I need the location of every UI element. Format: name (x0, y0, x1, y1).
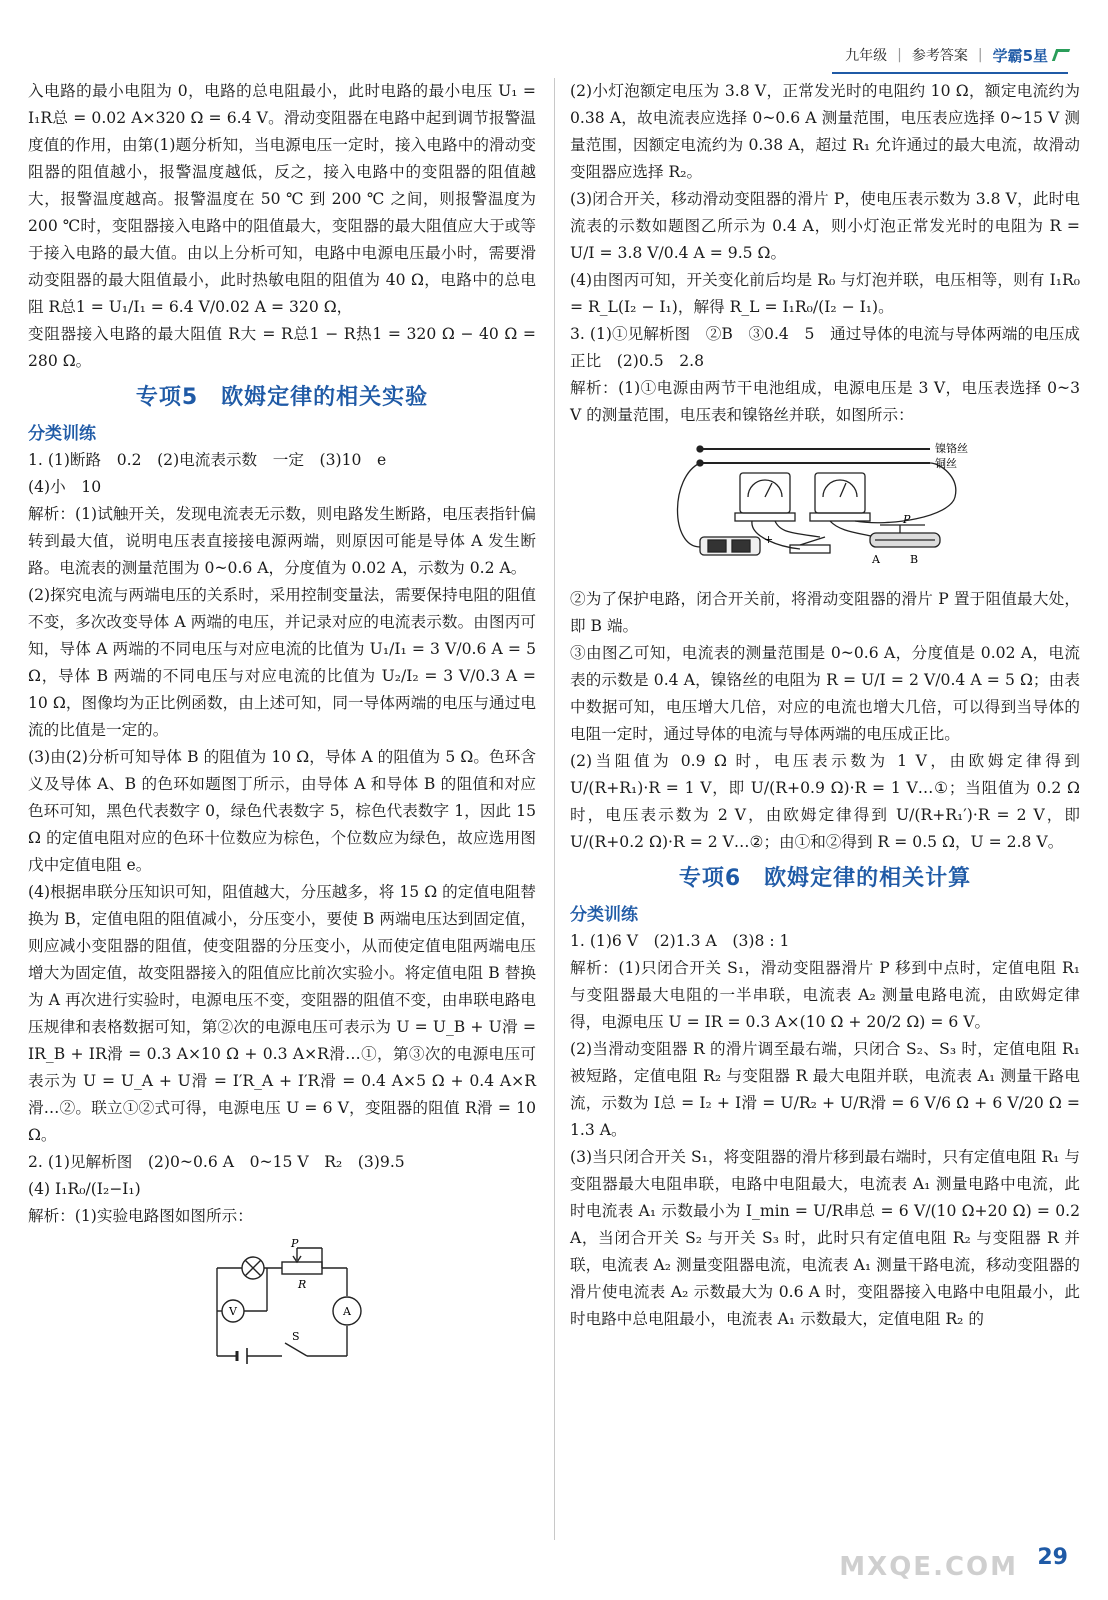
left-column (28, 78, 536, 1387)
section-5-subhead: 分类训练 (28, 424, 96, 444)
page-header (845, 42, 1068, 68)
section-6-title: 专项6 欧姆定律的相关计算 (678, 866, 972, 891)
header-separator: | (977, 47, 983, 63)
paragraph: 解析：(1)只闭合开关 S₁，滑动变阻器滑片 P 移到中点时，定值电阻 R₁ 与变阻器最大电阻的一半串联，电流表 A₂ 测量电路电流，由欧姆定律得，电源电压 U = IR = 0.3 A×(10 Ω + 20/2 Ω) = 6 V。 (570, 959, 1080, 1031)
header-answers-label: 参考答案 (911, 48, 968, 64)
label-p: P (903, 513, 911, 526)
label-copper: 铜丝 (935, 457, 957, 470)
paragraph: (2)探究电流与两端电压的关系时，采用控制变量法，需要保持电阻的阻值不变，多次改变导体 A 两端的电压，并记录对应的电流表示数。由图丙可知，导体 A 两端的不同电压与对应电流的比值为 U₁/I₁ = 3 V/0.6 A = 5 Ω，导体 B 两端的不同电压与对应电流的比值为 U₂/I₂ = 3 V/0.3 A = 10 Ω，图像均为正比例函数，由上述可知，同一导体两端的电压与通过电流的比值是一定的。 (28, 586, 536, 739)
label-s: S (292, 1330, 300, 1343)
section-6-subhead: 分类训练 (570, 905, 638, 925)
answer-line: 2. (1)见解析图 (2)0~0.6 A 0~15 V R₂ (3)9.5 (28, 1153, 405, 1171)
header-grade: 九年级 (845, 48, 888, 64)
paragraph: 解析：(1)实验电路图如图所示： (28, 1207, 253, 1225)
label-p: P (291, 1238, 299, 1250)
header-rule (832, 72, 1068, 74)
paragraph: 变阻器接入电路的最大阻值 R大 = R总1 − R热1 = 320 Ω − 40 Ω = 280 Ω。 (28, 325, 536, 370)
label-a: A (343, 1305, 351, 1318)
paragraph: (2)小灯泡额定电压为 3.8 V，正常发光时的电阻约 10 Ω，额定电流约为 0.38 A，故电流表应选择 0~0.6 A 测量范围，电压表应选择 0~15 V 测量范围，因额定电流约为 0.38 A，超过 R₁ 允许通过的最大电流，故滑动变阻器应选择 R₂。 (570, 82, 1080, 181)
watermark: MXQE.COM (839, 1552, 1018, 1582)
paragraph: 入电路的最小电阻为 0，电路的总电阻最小，此时电路的最小电压 U₁ = I₁R总 = 0.02 A×320 Ω = 6.4 V。滑动变阻器在电路中起到调节报警温度值的作用，由第(1)题分析知，当电源电压一定时，接入电路中的滑动变阻器的阻值越小，报警温度越低，反之，接入电路中的变阻器的阻值越大，报警温度越高。报警温度在 50 ℃ 到 200 ℃ 之间，则报警温度为 200 ℃时，变阻器接入电路中的阻值最大，变阻器的最大阻值应大于或等于接入电路的最大值。由以上分析可知，电路中电源电压最小时，需要滑动变阻器的最大阻值最小，此时热敏电阻的阻值为 40 Ω，电路中的总电阻 R总1 = U₁/I₁ = 6.4 V/0.02 A = 320 Ω， (28, 82, 536, 316)
label-v: V (229, 1305, 237, 1318)
paragraph: (2)当滑动变阻器 R 的滑片调至最右端，只闭合 S₂、S₃ 时，定值电阻 R₁ 被短路，定值电阻 R₂ 与变阻器 R 最大电阻并联，电流表 A₁ 测量干路电流，示数为 I总 = I₂ + I滑 = U/R₂ + U/R滑 = 6 V/6 Ω + 6 V/20 Ω = 1.3 A。 (570, 1040, 1080, 1139)
paragraph: 解析：(1)试触开关，发现电流表无示数，则电路发生断路，电压表指针偏转到最大值，说明电压表直接接电源两端，则原因可能是导体 A 发生断路。电流表的测量范围为 0~0.6 A，分度值为 0.02 A，示数为 0.2 A。 (28, 505, 536, 577)
circuit-1-svg (197, 1238, 367, 1368)
brand-logo-icon (1052, 49, 1070, 61)
circuit-diagram-2 (570, 437, 1080, 576)
header-brand: 学霸5星 (992, 46, 1048, 65)
answer-line: 1. (1)断路 0.2 (2)电流表示数 一定 (3)10 e (28, 451, 387, 469)
label-r: R (298, 1278, 307, 1291)
answer-line: 3. (1)①见解析图 ②B ③0.4 5 通过导体的电流与导体两端的电压成正比 (2)0.5 2.8 (570, 325, 1080, 370)
circuit-2-svg (660, 437, 990, 567)
ammeter-device (815, 473, 865, 513)
column-divider (554, 78, 555, 1540)
paragraph: ②为了保护电路，闭合开关前，将滑动变阻器的滑片 P 置于阻值最大处，即 B 端。 (570, 590, 1080, 635)
paragraph: 解析：(1)①电源由两节干电池组成，电源电压是 3 V，电压表选择 0~3 V 的测量范围，电压表和镍铬丝并联，如图所示： (570, 379, 1080, 424)
paragraph: (4)由图丙可知，开关变化前后均是 R₀ 与灯泡并联，电压相等，则有 I₁R₀ = R_L(I₂ − I₁)，解得 R_L = I₁R₀/(I₂ − I₁)。 (570, 271, 1080, 316)
answer-line: 1. (1)6 V (2)1.3 A (3)8 : 1 (570, 932, 790, 950)
section-5-title: 专项5 欧姆定律的相关实验 (135, 385, 429, 410)
voltmeter-device (740, 473, 790, 513)
label-a: A (872, 553, 880, 566)
answer-line: (4) I₁R₀/(I₂−I₁) (28, 1180, 141, 1198)
label-nichrome: 镍铬丝 (935, 442, 968, 455)
circuit-diagram-1 (28, 1238, 536, 1377)
page-number: 29 (1037, 1545, 1068, 1570)
right-column (570, 78, 1080, 1333)
label-b: B (910, 553, 919, 566)
answer-line: (4)小 10 (28, 478, 102, 496)
paragraph: (3)闭合开关，移动滑动变阻器的滑片 P，使电压表示数为 3.8 V，此时电流表的示数如题图乙所示为 0.4 A，则小灯泡正常发光时的电阻为 R = U/I = 3.8 V/0.4 A = 9.5 Ω。 (570, 190, 1080, 262)
paragraph: (3)当只闭合开关 S₁，将变阻器的滑片移到最右端时，只有定值电阻 R₁ 与变阻器最大电阻串联，电路中电阻最大，电流表 A₁ 测量电路中电流，此时电流表 A₁ 示数最小为 I_min = U/R串总 = 6 V/(10 Ω+20 Ω) = 0.2 A，当闭合开关 S₂ 与开关 S₃ 时，此时只有定值电阻 R₂ 与变阻器 R 并联，电流表 A₂ 测量变阻器电流，电流表 A₁ 测量干路电流，移动变阻器的滑片使电流表 A₂ 示数最大为 0.6 A 时，变阻器接入电路中电阻最小，此时电路中总电阻最小，电流表 A₁ 示数最大，定值电阻 R₂ 的 (570, 1148, 1080, 1328)
paragraph: (3)由(2)分析可知导体 B 的阻值为 10 Ω，导体 A 的阻值为 5 Ω。色环含义及导体 A、B 的色环如题图丁所示，由导体 A 和导体 B 的阻值和对应色环可知，黑色代表数字 0，绿色代表数字 5，棕色代表数字 1，因此 15 Ω 的定值电阻对应的色环十位数应为棕色，个位数应为绿色，故应选用图戊中定值电阻 e。 (28, 748, 536, 874)
label-plus: + (764, 533, 774, 546)
rheostat-symbol (282, 1262, 322, 1274)
paragraph: ③由图乙可知，电流表的测量范围是 0~0.6 A，分度值是 0.02 A，电流表的示数是 0.4 A，镍铬丝的电阻为 R = U/I = 2 V/0.4 A = 5 Ω；由表中数据可知，电压增大几倍，对应的电流也增大几倍，可以得到当导体的电阻一定时，通过导体的电流与导体两端的电压成正比。 (570, 644, 1080, 743)
paragraph: (4)根据串联分压知识可知，阻值越大，分压越多，将 15 Ω 的定值电阻替换为 B，定值电阻的阻值减小，分压变小，要使 B 两端电压达到固定值，则应减小变阻器的阻值，使变阻器的分压变小，从而使定值电阻两端电压增大为固定值，故变阻器接入的阻值应比前次实验小。将定值电阻 B 替换为 A 再次进行实验时，电源电压不变，变阻器的阻值不变，由串联电路电压规律和表格数据可知，第②次的电源电压可表示为 U = U_B + U滑 = IR_B + IR滑 = 0.3 A×10 Ω + 0.3 A×R滑…①，第③次的电源电压可表示为 U = U_A + U滑 = I′R_A + I′R滑 = 0.4 A×5 Ω + 0.4 A×R滑…②。联立①②式可得，电源电压 U = 6 V，变阻器的阻值 R滑 = 10 Ω。 (28, 883, 536, 1144)
paragraph: (2)当阻值为 0.9 Ω 时，电压表示数为 1 V，由欧姆定律得到 U/(R+R₁)·R = 1 V，即 U/(R+0.9 Ω)·R = 1 V…①；当阻值为 0.2 Ω 时，电压表示数为 2 V，由欧姆定律得到 U/(R+R₁′)·R = 2 V，即 U/(R+0.2 Ω)·R = 2 V…②；由①和②得到 R = 0.5 Ω，U = 2.8 V。 (570, 752, 1080, 851)
header-separator: | (897, 47, 902, 63)
